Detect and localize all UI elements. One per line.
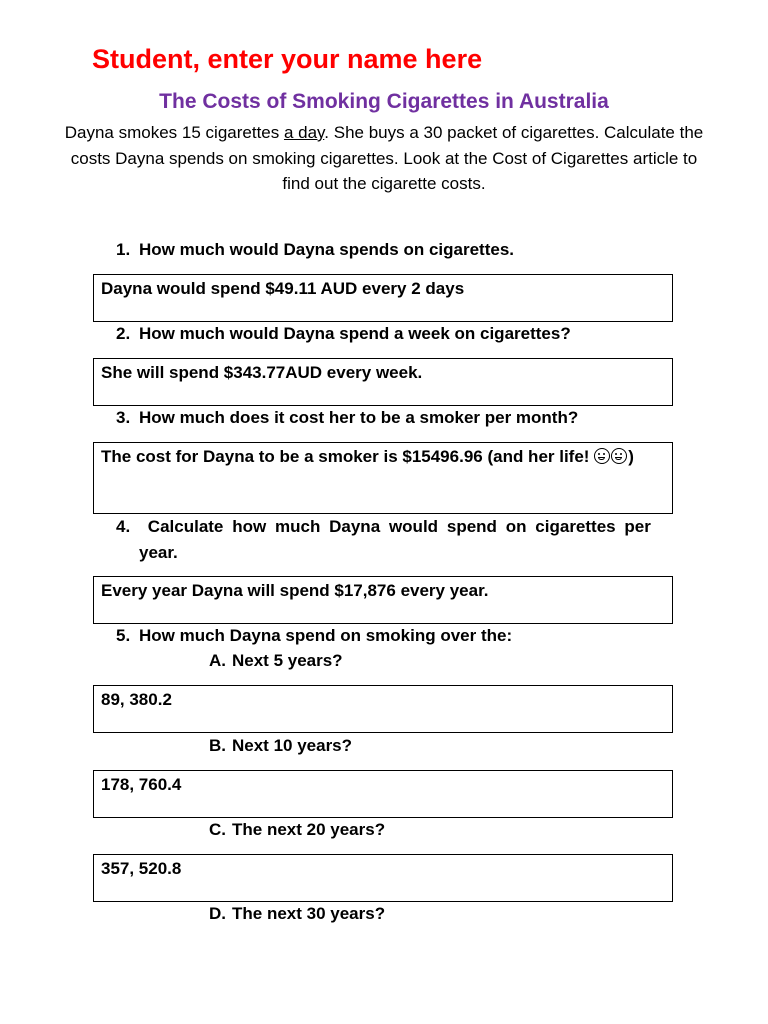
answer-box-5a[interactable] <box>93 685 673 733</box>
question-word: on <box>505 517 527 536</box>
answer-text: Dayna would spend $49.11 AUD every 2 days <box>101 279 465 298</box>
answer-box-5b[interactable] <box>93 770 673 818</box>
question-number: 1. <box>116 240 131 259</box>
intro-text-rest: . She buys a 30 packet of cigarettes. Calculate the costs Dayna spends on smoking cigarettes. Look at the Cost of Cigarettes article to find out the cigarette costs. <box>70 123 704 193</box>
question-word: much <box>274 517 321 536</box>
question-3 <box>116 408 578 428</box>
answer-text: 89, 380.2 <box>101 690 172 709</box>
answer-box-1[interactable] <box>93 274 673 322</box>
answer-text: She will spend $343.77AUD every week. <box>101 363 423 382</box>
intro-underlined-text: a day <box>283 123 325 142</box>
smiling-face-with-halo-icon <box>611 448 627 464</box>
question-1 <box>116 240 514 260</box>
worksheet-title: The Costs of Smoking Cigarettes in Australia <box>159 90 609 113</box>
question-text: How much would Dayna spend a week on cigarettes? <box>139 324 571 343</box>
sub-question-text: The next 30 years? <box>232 904 386 923</box>
answer-box-4[interactable] <box>93 576 673 624</box>
question-number: 3. <box>116 408 131 427</box>
sub-question-text: Next 5 years? <box>232 651 343 670</box>
question-word: cigarettes <box>535 517 616 536</box>
answer-box-5c[interactable] <box>93 854 673 902</box>
question-line: year. <box>139 542 178 562</box>
answer-box-2[interactable] <box>93 358 673 406</box>
answer-text: Every year Dayna will spend $17,876 every year. <box>101 581 489 600</box>
sub-question-d <box>209 904 385 924</box>
sub-question-a <box>209 651 343 671</box>
question-line <box>116 514 651 540</box>
answer-text: 178, 760.4 <box>101 775 182 794</box>
sub-question-letter: B. <box>209 736 226 755</box>
question-word: spend <box>446 517 497 536</box>
question-word: how <box>232 517 267 536</box>
sub-question-letter: D. <box>209 904 226 923</box>
answer-text: 357, 520.8 <box>101 859 182 878</box>
sub-question-b <box>209 736 352 756</box>
question-number: 5. <box>116 626 131 645</box>
answer-text-close: ) <box>628 447 634 466</box>
question-word: would <box>388 517 439 536</box>
question-text: How much Dayna spend on smoking over the: <box>139 626 513 645</box>
sub-question-text: Next 10 years? <box>232 736 353 755</box>
question-5 <box>116 626 512 646</box>
sub-question-c <box>209 820 385 840</box>
answer-box-3[interactable] <box>93 442 673 514</box>
answer-text: The cost for Dayna to be a smoker is $15496.96 (and her life! <box>101 447 590 466</box>
question-number: 4. <box>116 517 131 536</box>
grinning-face-icon <box>594 448 610 464</box>
question-2 <box>116 324 571 344</box>
question-text: How much would Dayna spends on cigarettes. <box>139 240 515 259</box>
question-word: per <box>624 517 651 536</box>
sub-question-letter: C. <box>209 820 226 839</box>
student-name-prompt[interactable]: Student, enter your name here <box>92 44 483 74</box>
question-word: Calculate <box>147 517 224 536</box>
sub-question-text: The next 20 years? <box>232 820 386 839</box>
question-text: How much does it cost her to be a smoker per month? <box>139 408 579 427</box>
intro-text-start: Dayna smokes 15 cigarettes <box>64 123 284 142</box>
sub-question-letter: A. <box>209 651 226 670</box>
question-number: 2. <box>116 324 131 343</box>
question-word: Dayna <box>329 517 381 536</box>
intro-paragraph <box>60 120 708 197</box>
question-4 <box>116 514 651 565</box>
